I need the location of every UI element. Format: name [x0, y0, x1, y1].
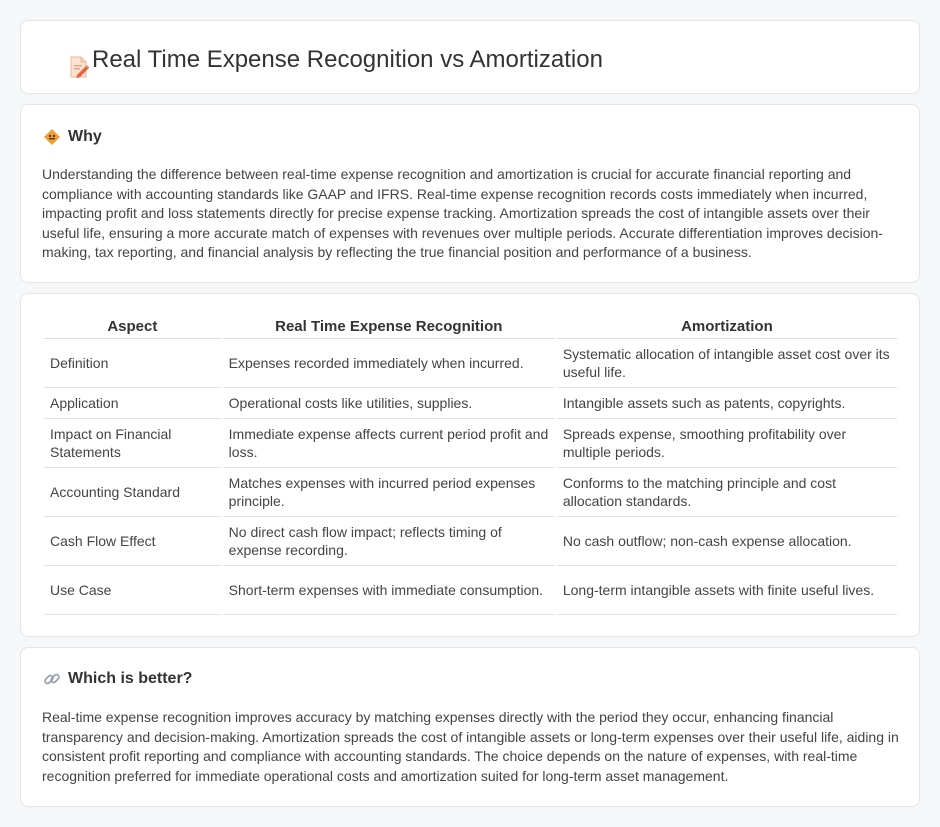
- aspect-cell: Definition: [44, 339, 221, 388]
- table-row: [44, 566, 897, 615]
- aspect-cell: Application: [44, 388, 221, 419]
- aspect-cell: Use Case: [44, 566, 221, 615]
- real-time-cell: Short-term expenses with immediate consumption.: [223, 566, 555, 615]
- real-time-cell: Matches expenses with incurred period expenses principle.: [223, 468, 555, 517]
- table-row: [44, 388, 897, 419]
- table-row: [44, 339, 897, 388]
- why-text: Understanding the difference between real-time expense recognition and amortization is crucial for accurate financial reporting and compliance with accounting standards like GAAP and IFRS. Real-time expense recognition records costs immediately when incurred, impacting profit and loss statements directly for precise expense tracking. Amortization spreads the cost of intangible assets over their useful life, ensuring a more accurate match of expenses with revenues over multiple periods. Accurate differentiation improves decision-making, tax reporting, and financial analysis by reflecting the true financial position and performance of a business.: [42, 166, 883, 260]
- amortization-cell: Systematic allocation of intangible asset cost over its useful life.: [557, 339, 897, 388]
- why-heading: [43, 128, 102, 146]
- title-card: [20, 20, 920, 94]
- page-title: Real Time Expense Recognition vs Amortization: [92, 46, 603, 73]
- which-is-better-text: Real-time expense recognition improves accuracy by matching expenses directly with the period they occur, enhancing financial transparency and decision-making. Amortization spreads the cost of intangible assets or long-term expenses over their useful life, aiding in consistent profit reporting and compliance with accounting standards. The choice depends on the nature of expenses, with real-time recognition preferred for immediate operational costs and amortization suited for long-term asset management.: [42, 709, 899, 784]
- comparison-table: [42, 315, 899, 615]
- real-time-cell: No direct cash flow impact; reflects timing of expense recording.: [223, 517, 555, 566]
- why-section: [20, 104, 920, 283]
- amortization-cell: No cash outflow; non-cash expense allocation.: [557, 517, 897, 566]
- aspect-cell: Cash Flow Effect: [44, 517, 221, 566]
- table-row: [44, 468, 897, 517]
- column-header-amortization: Amortization: [557, 315, 897, 339]
- real-time-cell: Operational costs like utilities, supplies.: [223, 388, 555, 419]
- amortization-cell: Conforms to the matching principle and cost allocation standards.: [557, 468, 897, 517]
- table-header-row: [44, 315, 897, 339]
- amortization-cell: Long-term intangible assets with finite useful lives.: [557, 566, 897, 615]
- link-icon: [43, 670, 61, 688]
- which-is-better-title: Which is better?: [68, 670, 193, 687]
- why-title: Why: [68, 128, 102, 145]
- aspect-cell: Accounting Standard: [44, 468, 221, 517]
- which-is-better-section: [20, 647, 920, 807]
- diamond-sign-icon: [43, 128, 61, 146]
- document-pencil-icon: [67, 55, 91, 84]
- column-header-aspect: Aspect: [44, 315, 221, 339]
- which-is-better-heading: [43, 670, 192, 688]
- comparison-section: [20, 293, 920, 637]
- aspect-cell: Impact on Financial Statements: [44, 419, 221, 468]
- amortization-cell: Intangible assets such as patents, copyrights.: [557, 388, 897, 419]
- column-header-real-time: Real Time Expense Recognition: [223, 315, 555, 339]
- real-time-cell: Expenses recorded immediately when incurred.: [223, 339, 555, 388]
- amortization-cell: Spreads expense, smoothing profitability over multiple periods.: [557, 419, 897, 468]
- real-time-cell: Immediate expense affects current period profit and loss.: [223, 419, 555, 468]
- table-row: [44, 517, 897, 566]
- table-row: [44, 419, 897, 468]
